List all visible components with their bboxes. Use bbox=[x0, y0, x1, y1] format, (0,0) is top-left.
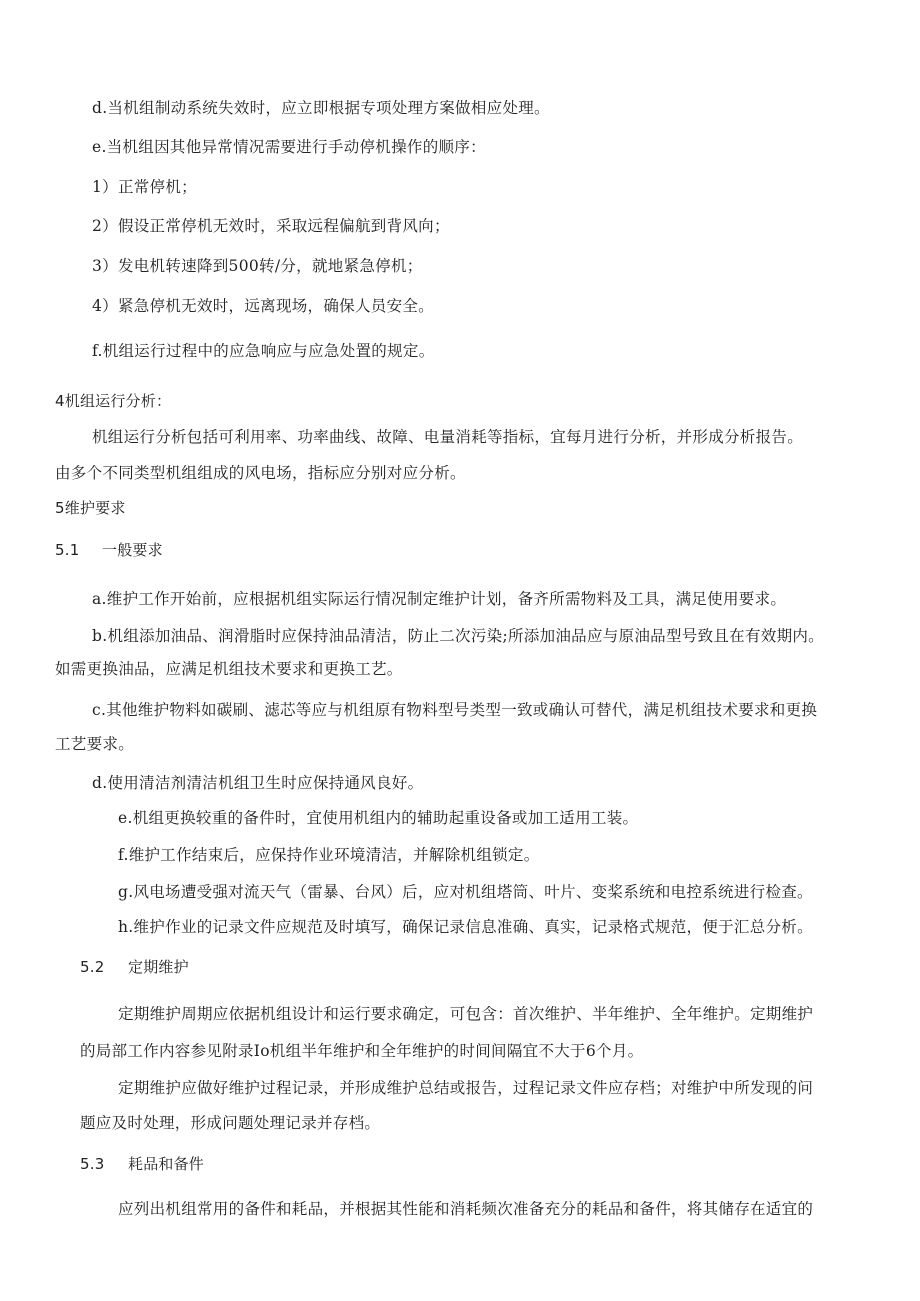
section-5-2-title: 定期维护 bbox=[128, 958, 189, 976]
section-5-2-paragraph-2-line-1: 定期维护应做好维护过程记录，并形成维护总结或报告，过程记录文件应存档；对维护中所发现的问 bbox=[118, 1079, 814, 1097]
section-5-1-item-g: g.风电场遭受强对流天气（雷暴、台风）后，应对机组塔筒、叶片、变桨系统和电控系统进行检查。 bbox=[118, 883, 813, 901]
section-5-heading: 5维护要求 bbox=[55, 499, 126, 517]
section-4-heading: 4机组运行分析： bbox=[55, 392, 172, 410]
section-5-3-number: 5.3 bbox=[80, 1155, 105, 1173]
section-4-paragraph-line-1: 机组运行分析包括可利用率、功率曲线、故障、电量消耗等指标，宜每月进行分析，并形成分析报告。 bbox=[92, 428, 804, 446]
section-5-2-number: 5.2 bbox=[80, 958, 105, 976]
section-5-1-number: 5.1 bbox=[55, 541, 80, 559]
section-5-1-item-h: h.维护作业的记录文件应规范及时填写，确保记录信息准确、真实，记录格式规范，便于汇总分析。 bbox=[118, 918, 813, 936]
section-5-1-item-c-line-1: c.其他维护物料如碳刷、滤芯等应与机组原有物料型号类型一致或确认可替代，满足机组技术要求和更换 bbox=[92, 701, 818, 719]
emergency-item-d: d.当机组制动系统失效时，应立即根据专项处理方案做相应处理。 bbox=[92, 99, 550, 117]
section-5-3-paragraph-1-line-1: 应列出机组常用的备件和耗品，并根据其性能和消耗频次准备充分的耗品和备件，将其储存在适宜的 bbox=[118, 1200, 814, 1218]
section-5-1-item-f: f.维护工作结束后，应保持作业环境清洁，并解除机组锁定。 bbox=[118, 846, 540, 864]
shutdown-step-1: 1）正常停机； bbox=[92, 178, 197, 196]
section-5-1-item-d: d.使用清洁剂清洁机组卫生时应保持通风良好。 bbox=[92, 774, 424, 792]
shutdown-step-3: 3）发电机转速降到500转/分，就地紧急停机； bbox=[92, 257, 423, 275]
shutdown-step-4: 4）紧急停机无效时，远离现场，确保人员安全。 bbox=[92, 297, 434, 315]
section-5-2-paragraph-2-line-2: 题应及时处理，形成问题处理记录并存档。 bbox=[80, 1114, 381, 1132]
section-5-2-paragraph-1-line-1: 定期维护周期应依据机组设计和运行要求确定，可包含：首次维护、半年维护、全年维护。定期维护 bbox=[118, 1005, 814, 1023]
section-5-1-item-b-line-1: b.机组添加油品、润滑脂时应保持油品清洁，防止二次污染;所添加油品应与原油品型号致且在有效期内。 bbox=[92, 627, 824, 645]
section-5-1-title: 一般要求 bbox=[102, 541, 163, 559]
emergency-item-f: f.机组运行过程中的应急响应与应急处置的规定。 bbox=[92, 342, 435, 360]
section-5-1-item-e: e.机组更换较重的备件时，宜使用机组内的辅助起重设备或加工适用工装。 bbox=[118, 809, 639, 827]
section-5-2-paragraph-1-line-2: 的局部工作内容参见附录Io机组半年维护和全年维护的时间间隔宜不大于6个月。 bbox=[80, 1042, 644, 1060]
section-5-3-title: 耗品和备件 bbox=[128, 1155, 205, 1173]
shutdown-step-2: 2）假设正常停机无效时，采取远程偏航到背风向； bbox=[92, 217, 450, 235]
emergency-item-e: e.当机组因其他异常情况需要进行手动停机操作的顺序： bbox=[92, 138, 486, 156]
section-5-1-item-b-line-2: 如需更换油品，应满足机组技术要求和更换工艺。 bbox=[55, 660, 403, 678]
section-5-1-item-c-line-2: 工艺要求。 bbox=[55, 735, 135, 753]
section-5-1-item-a: a.维护工作开始前，应根据机组实际运行情况制定维护计划，备齐所需物料及工具，满足使用要求。 bbox=[92, 590, 787, 608]
section-4-paragraph-line-2: 由多个不同类型机组组成的风电场，指标应分别对应分析。 bbox=[55, 464, 466, 482]
